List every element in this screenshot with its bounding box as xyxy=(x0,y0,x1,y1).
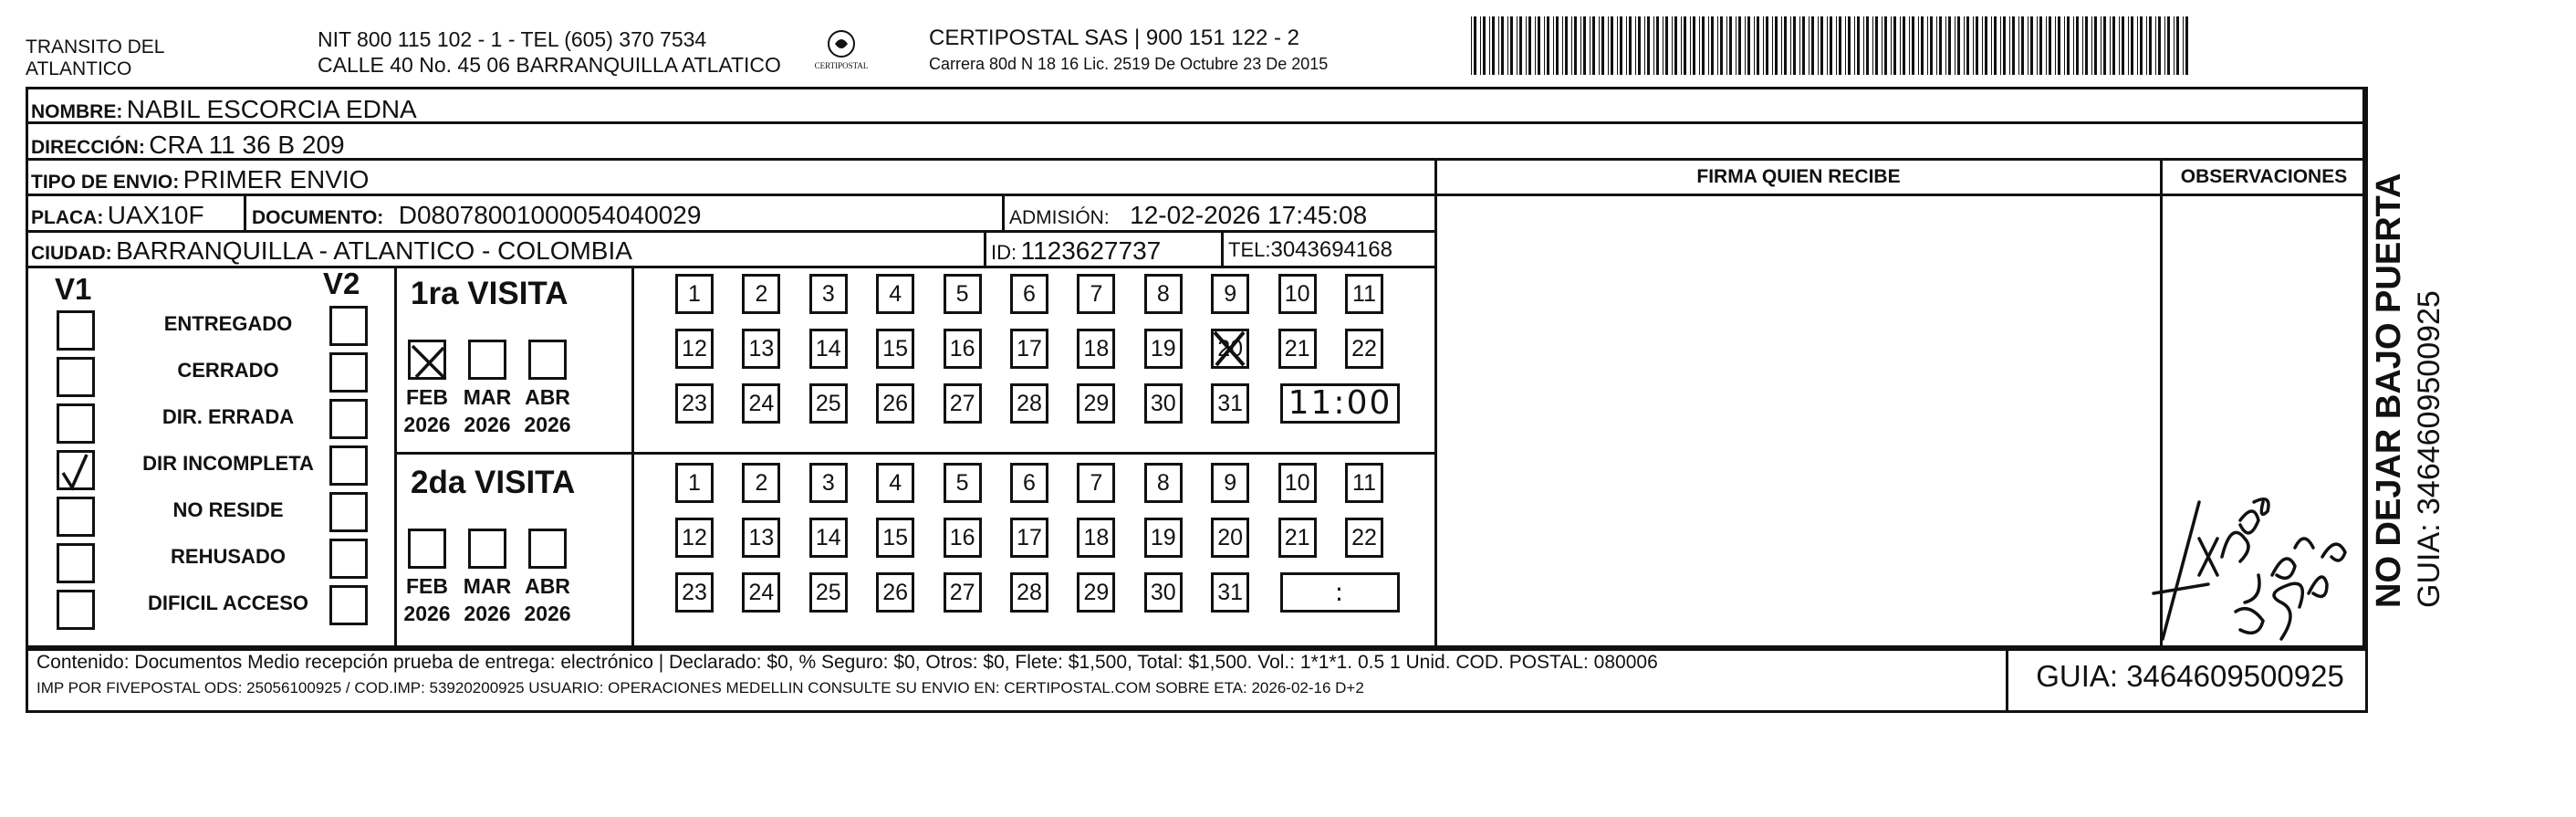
barcode-bar xyxy=(1766,16,1768,75)
month-label: ABR 2026 xyxy=(524,574,571,625)
barcode-bar xyxy=(1674,16,1677,75)
barcode-bar xyxy=(1638,16,1641,75)
day-box[interactable]: 21 xyxy=(1278,518,1317,558)
day-box[interactable]: 5 xyxy=(944,463,982,503)
barcode-bar xyxy=(1507,16,1508,75)
day-box[interactable]: 29 xyxy=(1077,572,1115,613)
barcode-bar xyxy=(1985,16,1987,75)
barcode-bar xyxy=(1471,16,1472,75)
barcode-bar xyxy=(1626,16,1627,75)
day-box[interactable] xyxy=(1211,329,1249,369)
barcode-bar xyxy=(1939,16,1942,75)
firma-label: FIRMA QUIEN RECIBE xyxy=(1696,166,1901,187)
barcode-bar xyxy=(2018,16,2019,75)
v2-checkbox[interactable] xyxy=(329,352,368,393)
barcode-bar xyxy=(2021,16,2024,75)
barcode-bar xyxy=(1592,16,1595,75)
barcode-bar xyxy=(1991,16,1992,75)
barcode-bar xyxy=(2185,16,2188,75)
barcode-bar xyxy=(1601,16,1604,75)
barcode-bar xyxy=(2091,16,2092,75)
day-box[interactable]: 29 xyxy=(1077,383,1115,424)
day-box[interactable]: 13 xyxy=(742,518,780,558)
month-label: FEB 2026 xyxy=(403,385,451,436)
day-box[interactable]: 7 xyxy=(1077,274,1115,314)
nombre-field xyxy=(31,95,417,124)
day-box[interactable]: 27 xyxy=(944,383,982,424)
barcode-bar xyxy=(2030,16,2033,75)
barcode-bar xyxy=(1617,16,1618,75)
day-box[interactable]: 19 xyxy=(1144,518,1183,558)
barcode-bar xyxy=(1927,16,1928,75)
month-checkbox[interactable] xyxy=(468,340,506,380)
placa-label: PLACA: xyxy=(31,207,104,228)
barcode-bar xyxy=(1830,16,1832,75)
barcode-bar xyxy=(1498,16,1499,75)
tipo-envio-label: TIPO DE ENVIO: xyxy=(31,172,180,193)
contenido-line: Contenido: Documentos Medio recepción prueba de entrega: electrónico | Declarado: $0, % Seguro: $0, Otros: $0, Flete: $1,500, Total: $1,500. Vol.: 1*1*1. 0.5 1 Unid. COD. POSTAL: 080006 xyxy=(37,652,1658,673)
v1-checkbox[interactable] xyxy=(57,310,95,351)
barcode-bar xyxy=(1708,16,1709,75)
v2-checkbox[interactable] xyxy=(329,445,368,486)
direccion-label: DIRECCIÓN: xyxy=(31,137,145,158)
day-box[interactable]: 15 xyxy=(876,329,914,369)
barcode-bar xyxy=(2112,16,2115,75)
barcode-bar xyxy=(1538,16,1540,75)
admision-field xyxy=(1009,201,1367,230)
month-label: MAR 2026 xyxy=(463,385,512,436)
status-option-label: DIR INCOMPLETA xyxy=(142,452,314,475)
org-name: TRANSITO DEL ATLANTICO xyxy=(26,37,164,79)
barcode-bar xyxy=(1580,16,1581,75)
barcode-bar xyxy=(2167,16,2170,75)
barcode-bar xyxy=(1775,16,1778,75)
status-option-label: DIFICIL ACCESO xyxy=(147,592,308,614)
ciudad-label: CIUDAD: xyxy=(31,243,112,264)
day-box[interactable]: 23 xyxy=(675,383,714,424)
barcode-bar xyxy=(1717,16,1718,75)
day-box[interactable]: 28 xyxy=(1010,383,1048,424)
visit-time-box[interactable]: : xyxy=(1280,572,1400,613)
barcode-bar xyxy=(1556,16,1559,75)
status-option-label: ENTREGADO xyxy=(163,312,293,335)
barcode-bar xyxy=(1528,16,1531,75)
barcode-bar xyxy=(1754,16,1755,75)
barcode-bar xyxy=(1793,16,1796,75)
barcode-bar xyxy=(1757,16,1759,75)
day-box[interactable]: 1 xyxy=(675,274,714,314)
day-box[interactable]: 21 xyxy=(1278,329,1317,369)
barcode-bar xyxy=(2131,16,2133,75)
barcode-bar xyxy=(1973,16,1974,75)
day-box[interactable]: 11 xyxy=(1345,274,1383,314)
barcode-bar xyxy=(1492,16,1495,75)
barcode-bar xyxy=(1553,16,1554,75)
barcode-bar xyxy=(1729,16,1732,75)
barcode-bar xyxy=(1644,16,1645,75)
barcode-bar xyxy=(1656,16,1659,75)
barcode-bar xyxy=(1702,16,1705,75)
day-box[interactable]: 30 xyxy=(1144,383,1183,424)
barcode-bar xyxy=(1681,16,1682,75)
barcode-bar xyxy=(1547,16,1549,75)
barcode-bar xyxy=(1930,16,1933,75)
v2-label: V2 xyxy=(323,267,360,300)
barcode-bar xyxy=(1966,16,1969,75)
barcode-bar xyxy=(1818,16,1819,75)
day-box[interactable]: 16 xyxy=(944,518,982,558)
x-mark-icon xyxy=(411,342,449,382)
barcode-bar xyxy=(2073,16,2074,75)
certipostal-logo xyxy=(805,27,878,79)
barcode-bar xyxy=(1900,16,1901,75)
logo-text: CERTIPOSTAL xyxy=(814,61,869,70)
day-box[interactable]: 12 xyxy=(675,518,714,558)
v1-checkbox[interactable] xyxy=(57,497,95,537)
direccion-field xyxy=(31,131,345,160)
barcode-bar xyxy=(1483,16,1486,75)
v1-label: V1 xyxy=(55,272,92,306)
barcode-bar xyxy=(1672,16,1673,75)
barcode-bar xyxy=(1836,16,1837,75)
barcode-bar xyxy=(1583,16,1586,75)
placa-value: UAX10F xyxy=(107,201,204,229)
barcode-bar xyxy=(1903,16,1905,75)
id-value: 1123627737 xyxy=(1020,236,1162,265)
barcode-bar xyxy=(1665,16,1668,75)
day-box[interactable]: 26 xyxy=(876,572,914,613)
barcode-bar xyxy=(1544,16,1545,75)
visit-title: 2da VISITA xyxy=(411,465,576,500)
day-box[interactable]: 24 xyxy=(742,383,780,424)
barcode-bar xyxy=(1699,16,1700,75)
admision-label: ADMISIÓN: xyxy=(1009,207,1110,228)
nombre-label: NOMBRE: xyxy=(31,101,123,122)
tel-label: TEL: xyxy=(1228,238,1271,261)
no-dejar-warning: NO DEJAR BAJO PUERTA xyxy=(2370,173,2408,608)
barcode-bar xyxy=(1745,16,1746,75)
barcode-bar xyxy=(2094,16,2097,75)
footer-guia: GUIA: 3464609500925 xyxy=(2036,659,2344,693)
day-box[interactable]: 18 xyxy=(1077,329,1115,369)
barcode xyxy=(1471,16,2190,75)
barcode-bar xyxy=(2103,16,2106,75)
observaciones-handwriting xyxy=(2135,319,2363,648)
nit-line: NIT 800 115 102 - 1 - TEL (605) 370 7534 xyxy=(318,27,707,51)
month-checkbox[interactable] xyxy=(408,340,446,380)
barcode-bar xyxy=(1726,16,1727,75)
barcode-bar xyxy=(1964,16,1965,75)
day-box[interactable]: 19 xyxy=(1144,329,1183,369)
barcode-bar xyxy=(1936,16,1937,75)
month-label: FEB 2026 xyxy=(403,574,451,625)
ciudad-field xyxy=(31,236,632,266)
barcode-bar xyxy=(1629,16,1632,75)
barcode-bar xyxy=(1976,16,1978,75)
nombre-value: NABIL ESCORCIA EDNA xyxy=(126,95,417,123)
barcode-bar xyxy=(1635,16,1636,75)
barcode-bar xyxy=(2149,16,2152,75)
admision-value: 12-02-2026 17:45:08 xyxy=(1130,201,1368,229)
day-box[interactable]: 23 xyxy=(675,572,714,613)
day-box[interactable]: 5 xyxy=(944,274,982,314)
barcode-bar xyxy=(2164,16,2165,75)
month-checkbox[interactable] xyxy=(528,340,567,380)
barcode-bar xyxy=(2067,16,2070,75)
v1-checkbox[interactable] xyxy=(57,590,95,630)
v2-checkbox[interactable] xyxy=(329,306,368,346)
v1-checkbox[interactable] xyxy=(57,543,95,583)
day-box[interactable]: 27 xyxy=(944,572,982,613)
barcode-bar xyxy=(2140,16,2143,75)
documento-label: DOCUMENTO: xyxy=(252,207,384,228)
barcode-bar xyxy=(1562,16,1563,75)
v1-checkbox[interactable] xyxy=(57,357,95,397)
barcode-bar xyxy=(2119,16,2120,75)
license-line: Carrera 80d N 18 16 Lic. 2519 De Octubre 23 De 2015 xyxy=(929,55,1329,73)
id-field xyxy=(991,236,1161,266)
day-box[interactable]: 18 xyxy=(1077,518,1115,558)
barcode-bar xyxy=(1811,16,1814,75)
imp-line: IMP POR FIVEPOSTAL ODS: 25056100925 / COD.IMP: 53920200925 USUARIO: OPERACIONES MEDELLIN CONSULTE SU ENVIO EN: CERTIPOSTAL.COM SOBRE ETA: 2026-02-16 D+2 xyxy=(37,679,1364,697)
barcode-bar xyxy=(1608,16,1609,75)
day-box[interactable]: 14 xyxy=(809,329,848,369)
barcode-bar xyxy=(1519,16,1522,75)
v2-checkbox[interactable] xyxy=(329,539,368,579)
barcode-bar xyxy=(1957,16,1960,75)
barcode-bar xyxy=(1620,16,1622,75)
month-checkbox[interactable] xyxy=(408,529,446,569)
barcode-bar xyxy=(2158,16,2161,75)
documento-field xyxy=(252,201,701,230)
x-mark-icon xyxy=(1211,329,1249,369)
barcode-bar xyxy=(2064,16,2065,75)
barcode-bar xyxy=(1501,16,1504,75)
visit-title: 1ra VISITA xyxy=(411,276,568,311)
day-box[interactable]: 16 xyxy=(944,329,982,369)
status-option-label: NO RESIDE xyxy=(172,498,284,521)
barcode-bar xyxy=(1872,16,1873,75)
day-box[interactable]: 3 xyxy=(809,274,848,314)
barcode-bar xyxy=(1781,16,1782,75)
barcode-bar xyxy=(1875,16,1878,75)
barcode-bar xyxy=(1772,16,1773,75)
day-box[interactable]: 25 xyxy=(809,572,848,613)
month-checkbox[interactable] xyxy=(528,529,567,569)
check-mark-icon xyxy=(59,453,98,493)
barcode-bar xyxy=(1684,16,1686,75)
barcode-bar xyxy=(2003,16,2006,75)
day-box[interactable]: 14 xyxy=(809,518,848,558)
barcode-bar xyxy=(1848,16,1851,75)
day-box[interactable]: 30 xyxy=(1144,572,1183,613)
day-box[interactable]: 15 xyxy=(876,518,914,558)
month-label: MAR 2026 xyxy=(463,574,512,625)
day-box[interactable]: 26 xyxy=(876,383,914,424)
barcode-bar xyxy=(1565,16,1568,75)
barcode-bar xyxy=(1802,16,1805,75)
barcode-bar xyxy=(1510,16,1513,75)
day-box[interactable]: 8 xyxy=(1144,463,1183,503)
barcode-bar xyxy=(2085,16,2088,75)
barcode-bar xyxy=(1893,16,1896,75)
v2-checkbox[interactable] xyxy=(329,492,368,532)
barcode-bar xyxy=(1845,16,1846,75)
barcode-bar xyxy=(1948,16,1951,75)
barcode-bar xyxy=(1799,16,1800,75)
documento-value: D08078001000054040029 xyxy=(398,201,702,229)
v1-checkbox[interactable] xyxy=(57,450,95,490)
tipo-envio-field xyxy=(31,165,369,194)
barcode-bar xyxy=(2058,16,2060,75)
barcode-bar xyxy=(1571,16,1572,75)
day-box[interactable]: 25 xyxy=(809,383,848,424)
placa-field xyxy=(31,201,204,230)
barcode-bar xyxy=(1994,16,1997,75)
day-box[interactable]: 17 xyxy=(1010,518,1048,558)
barcode-bar xyxy=(1653,16,1654,75)
barcode-bar xyxy=(2146,16,2147,75)
barcode-bar xyxy=(1921,16,1924,75)
barcode-bar xyxy=(1738,16,1741,75)
barcode-bar xyxy=(2128,16,2129,75)
address-line: CALLE 40 No. 45 06 BARRANQUILLA ATLATICO xyxy=(318,53,781,77)
barcode-bar xyxy=(2155,16,2156,75)
barcode-bar xyxy=(2076,16,2079,75)
direccion-value: CRA 11 36 B 209 xyxy=(149,131,345,159)
barcode-bar xyxy=(1720,16,1723,75)
side-guia: GUIA: 3464609500925 xyxy=(2412,290,2446,608)
day-box[interactable]: 10 xyxy=(1278,274,1317,314)
day-box[interactable]: 9 xyxy=(1211,274,1249,314)
day-box[interactable]: 28 xyxy=(1010,572,1048,613)
day-box[interactable]: 4 xyxy=(876,274,914,314)
barcode-bar xyxy=(2049,16,2051,75)
barcode-bar xyxy=(1863,16,1864,75)
day-box[interactable]: 7 xyxy=(1077,463,1115,503)
visit-time-box[interactable]: 11:00 xyxy=(1280,383,1400,424)
day-box[interactable]: 12 xyxy=(675,329,714,369)
barcode-bar xyxy=(1857,16,1860,75)
barcode-bar xyxy=(1866,16,1869,75)
barcode-bar xyxy=(1918,16,1919,75)
barcode-bar xyxy=(1839,16,1841,75)
v1-checkbox[interactable] xyxy=(57,403,95,444)
tel-value: 3043694168 xyxy=(1270,237,1392,262)
barcode-bar xyxy=(1784,16,1787,75)
v2-checkbox[interactable] xyxy=(329,585,368,625)
day-label: 20 xyxy=(1217,336,1244,361)
barcode-bar xyxy=(2176,16,2179,75)
v2-checkbox[interactable] xyxy=(329,399,368,439)
tel-field xyxy=(1228,237,1392,263)
day-box[interactable]: 2 xyxy=(742,463,780,503)
id-label: ID: xyxy=(991,241,1017,264)
day-box[interactable]: 9 xyxy=(1211,463,1249,503)
barcode-bar xyxy=(1574,16,1577,75)
day-box[interactable]: 31 xyxy=(1211,572,1249,613)
barcode-bar xyxy=(1535,16,1536,75)
barcode-bar xyxy=(1647,16,1650,75)
month-checkbox[interactable] xyxy=(468,529,506,569)
observaciones-label: OBSERVACIONES xyxy=(2180,166,2348,187)
status-option-label: DIR. ERRADA xyxy=(162,405,295,428)
day-box[interactable]: 1 xyxy=(675,463,714,503)
day-box[interactable]: 6 xyxy=(1010,463,1048,503)
barcode-bar xyxy=(1891,16,1892,75)
status-option-label: REHUSADO xyxy=(171,545,286,568)
day-box[interactable]: 20 xyxy=(1211,518,1249,558)
barcode-bar xyxy=(2046,16,2047,75)
barcode-bar xyxy=(2012,16,2015,75)
barcode-bar xyxy=(1693,16,1695,75)
day-box[interactable]: 4 xyxy=(876,463,914,503)
barcode-bar xyxy=(1711,16,1714,75)
barcode-bar xyxy=(1945,16,1946,75)
barcode-bar xyxy=(2122,16,2124,75)
barcode-bar xyxy=(1884,16,1887,75)
day-box[interactable]: 3 xyxy=(809,463,848,503)
barcode-bar xyxy=(2037,16,2038,75)
day-box[interactable]: 31 xyxy=(1211,383,1249,424)
status-option-label: CERRADO xyxy=(177,359,279,382)
barcode-bar xyxy=(1827,16,1828,75)
barcode-bar xyxy=(2039,16,2042,75)
barcode-bar xyxy=(1599,16,1600,75)
barcode-bar xyxy=(1854,16,1855,75)
barcode-bar xyxy=(2183,16,2184,75)
barcode-bar xyxy=(1820,16,1823,75)
ciudad-value: BARRANQUILLA - ATLANTICO - COLOMBIA xyxy=(116,236,632,265)
month-label: ABR 2026 xyxy=(524,385,571,436)
tipo-envio-value: PRIMER ENVIO xyxy=(183,165,370,194)
barcode-bar xyxy=(2110,16,2111,75)
barcode-bar xyxy=(2009,16,2010,75)
day-box[interactable]: 11 xyxy=(1345,463,1383,503)
day-box[interactable]: 24 xyxy=(742,572,780,613)
barcode-bar xyxy=(2082,16,2083,75)
day-box[interactable]: 6 xyxy=(1010,274,1048,314)
barcode-bar xyxy=(1690,16,1691,75)
day-box[interactable]: 22 xyxy=(1345,518,1383,558)
barcode-bar xyxy=(2000,16,2001,75)
day-box[interactable]: 10 xyxy=(1278,463,1317,503)
barcode-bar xyxy=(1982,16,1983,75)
day-box[interactable]: 2 xyxy=(742,274,780,314)
day-box[interactable]: 13 xyxy=(742,329,780,369)
barcode-bar xyxy=(1611,16,1613,75)
barcode-bar xyxy=(1763,16,1764,75)
day-box[interactable]: 17 xyxy=(1010,329,1048,369)
barcode-bar xyxy=(1909,16,1910,75)
day-box[interactable]: 22 xyxy=(1345,329,1383,369)
barcode-bar xyxy=(1474,16,1476,75)
barcode-bar xyxy=(2055,16,2056,75)
barcode-bar xyxy=(1489,16,1490,75)
barcode-bar xyxy=(1480,16,1481,75)
company-line: CERTIPOSTAL SAS | 900 151 122 - 2 xyxy=(929,26,1299,50)
barcode-bar xyxy=(1526,16,1527,75)
barcode-bar xyxy=(1912,16,1914,75)
barcode-bar xyxy=(2137,16,2138,75)
barcode-bar xyxy=(1747,16,1750,75)
day-box[interactable]: 8 xyxy=(1144,274,1183,314)
barcode-bar xyxy=(1790,16,1791,75)
